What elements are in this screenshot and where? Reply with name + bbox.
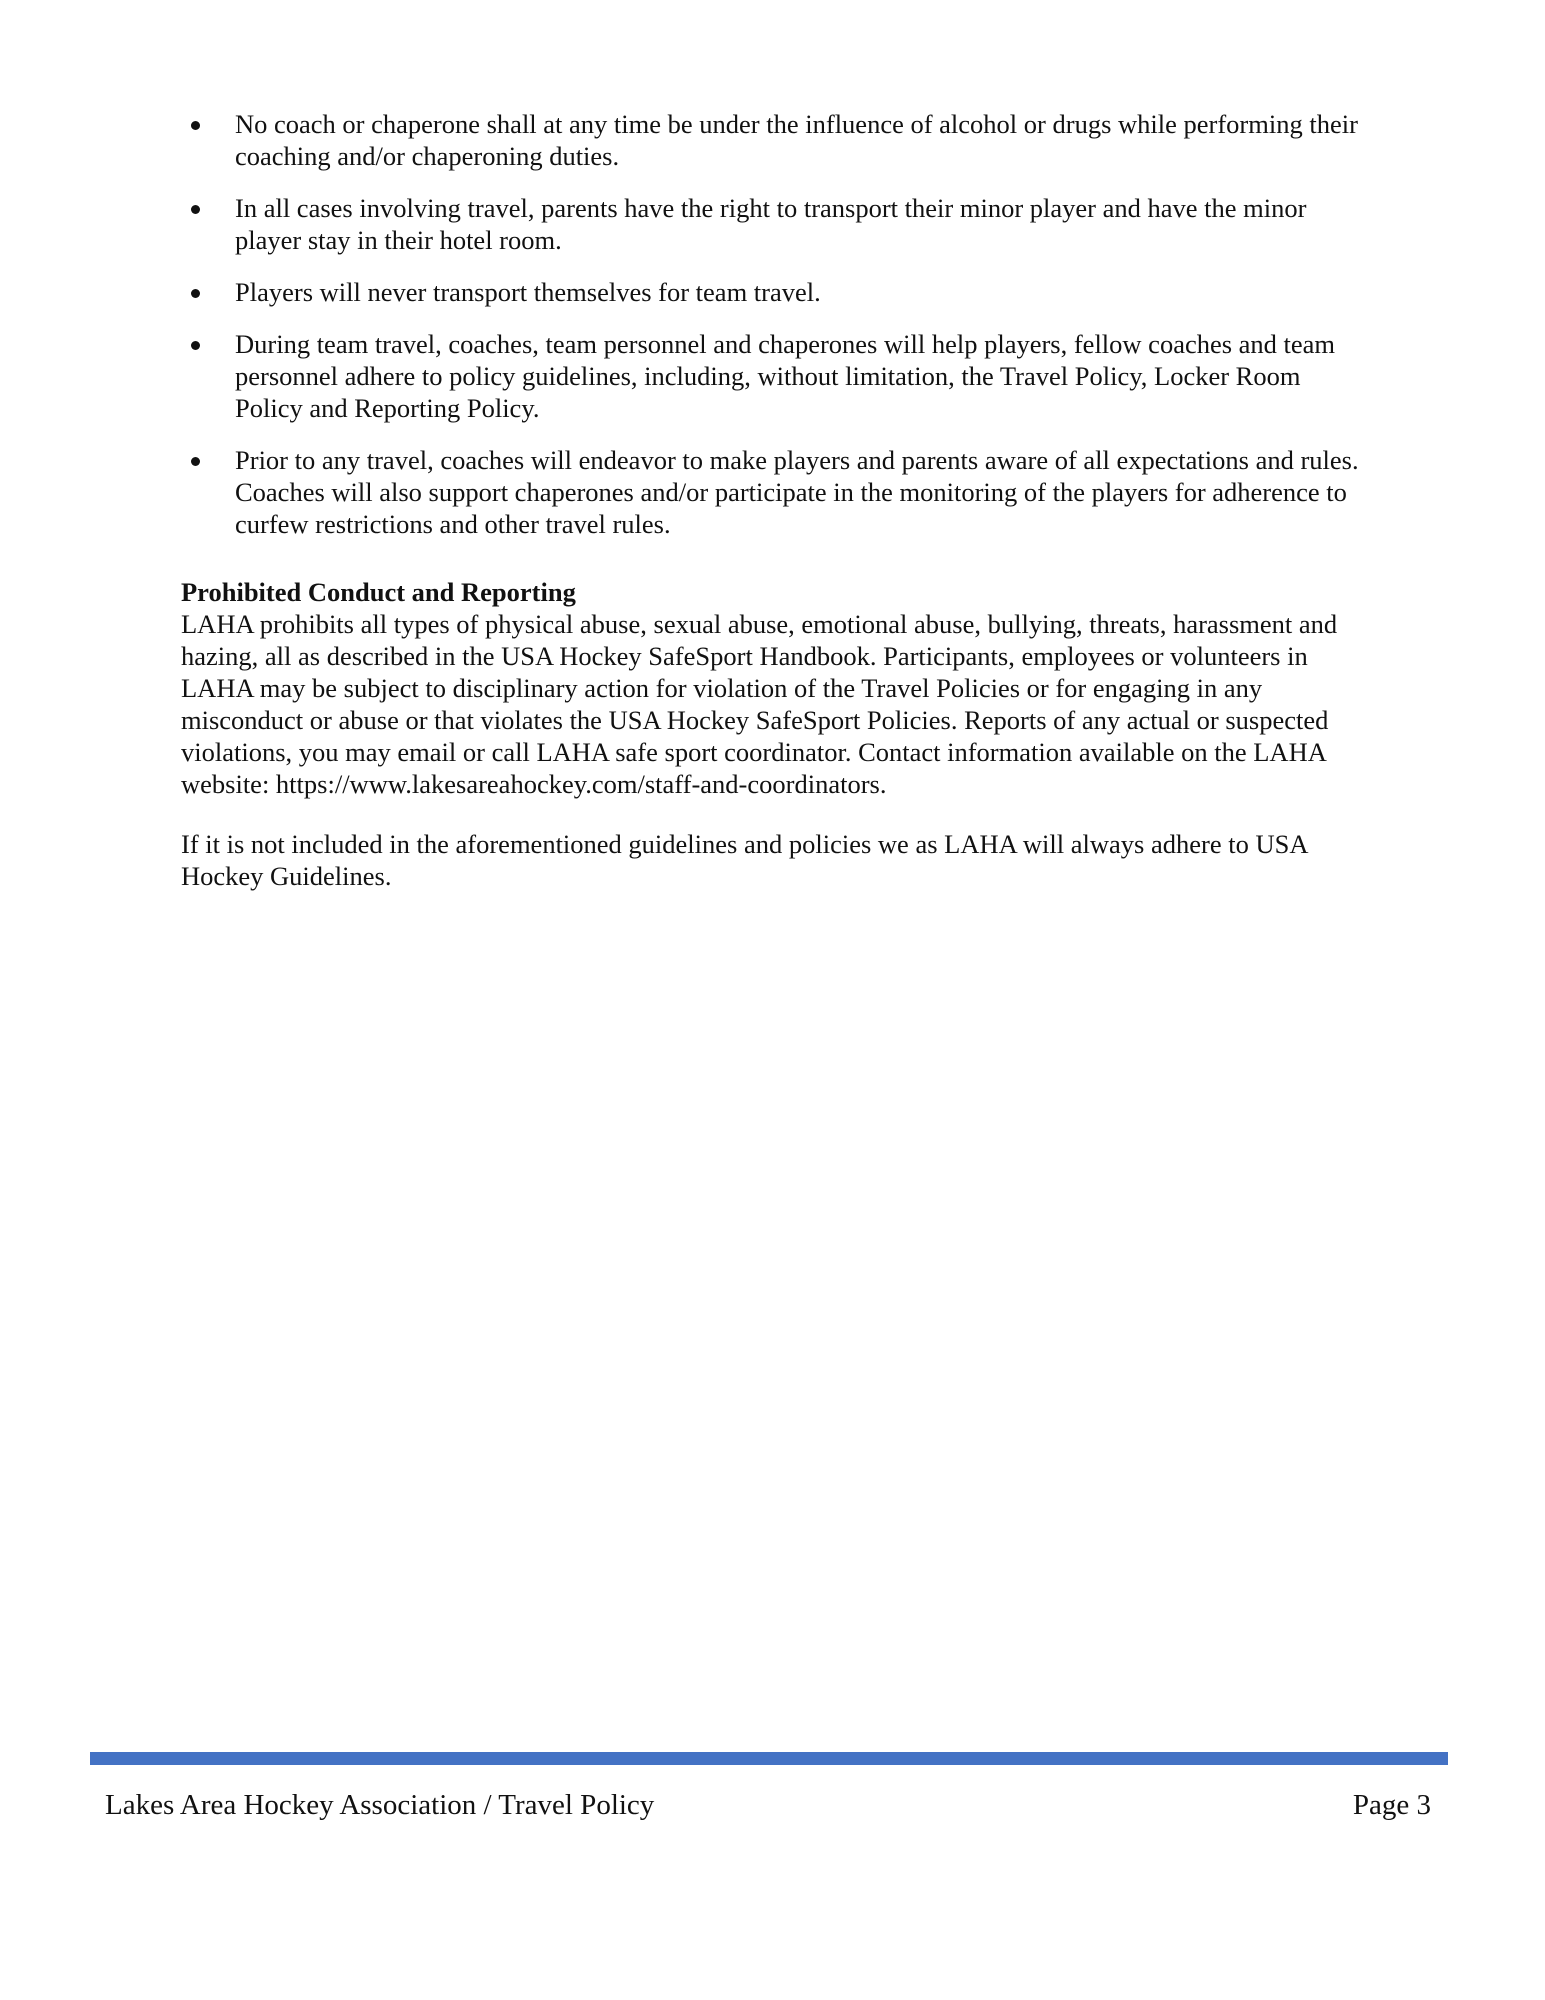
page-number: Page 3 [1352, 1789, 1431, 1821]
list-item [181, 192, 1361, 256]
list-item [181, 108, 1361, 172]
bullet-icon [191, 121, 200, 130]
bullet-icon [191, 457, 200, 466]
section-body: LAHA prohibits all types of physical abuse, sexual abuse, emotional abuse, bullying, threats, harassment and hazing, all as described in the USA Hockey SafeSport Handbook. Participants, employees or volunteers in LAHA may be subject to disciplinary action for violation of the Travel Policies or for engaging in any misconduct or abuse or that violates the USA Hockey SafeSport Policies. Reports of any actual or suspected violations, you may email or call LAHA safe sport coordinator. Contact information available on the LAHA website: https://www.lakesareahockey.com/staff-and-coordinators. [181, 609, 1338, 799]
bullet-icon [191, 205, 200, 214]
footer-divider [90, 1752, 1448, 1765]
list-item-text: No coach or chaperone shall at any time be under the influence of alcohol or drugs while performing their coaching and/or chaperoning duties. [235, 109, 1358, 171]
list-item-text: During team travel, coaches, team personnel and chaperones will help players, fellow coaches and team personnel adhere to policy guidelines, including, without limitation, the Travel Policy, Locker Room Policy and Reporting Policy. [235, 329, 1336, 423]
travel-rules-list [181, 108, 1361, 560]
closing-paragraph: If it is not included in the aforementioned guidelines and policies we as LAHA will always adhere to USA Hockey Guidelines. [181, 829, 1307, 891]
bullet-icon [191, 289, 200, 298]
list-item [181, 444, 1361, 540]
list-item-text: Prior to any travel, coaches will endeavor to make players and parents aware of all expectations and rules. Coaches will also support chaperones and/or participate in the monitoring of the players for adherence to curfew restrictions and other travel rules. [235, 445, 1359, 539]
footer-title: Lakes Area Hockey Association / Travel Policy [105, 1789, 655, 1821]
list-item [181, 276, 1361, 308]
section-heading: Prohibited Conduct and Reporting [181, 577, 576, 607]
prohibited-conduct-section [181, 576, 1371, 800]
list-item [181, 328, 1361, 424]
bullet-icon [191, 341, 200, 350]
list-item-text: In all cases involving travel, parents have the right to transport their minor player and have the minor player stay in their hotel room. [235, 193, 1307, 255]
list-item-text: Players will never transport themselves for team travel. [235, 277, 821, 307]
